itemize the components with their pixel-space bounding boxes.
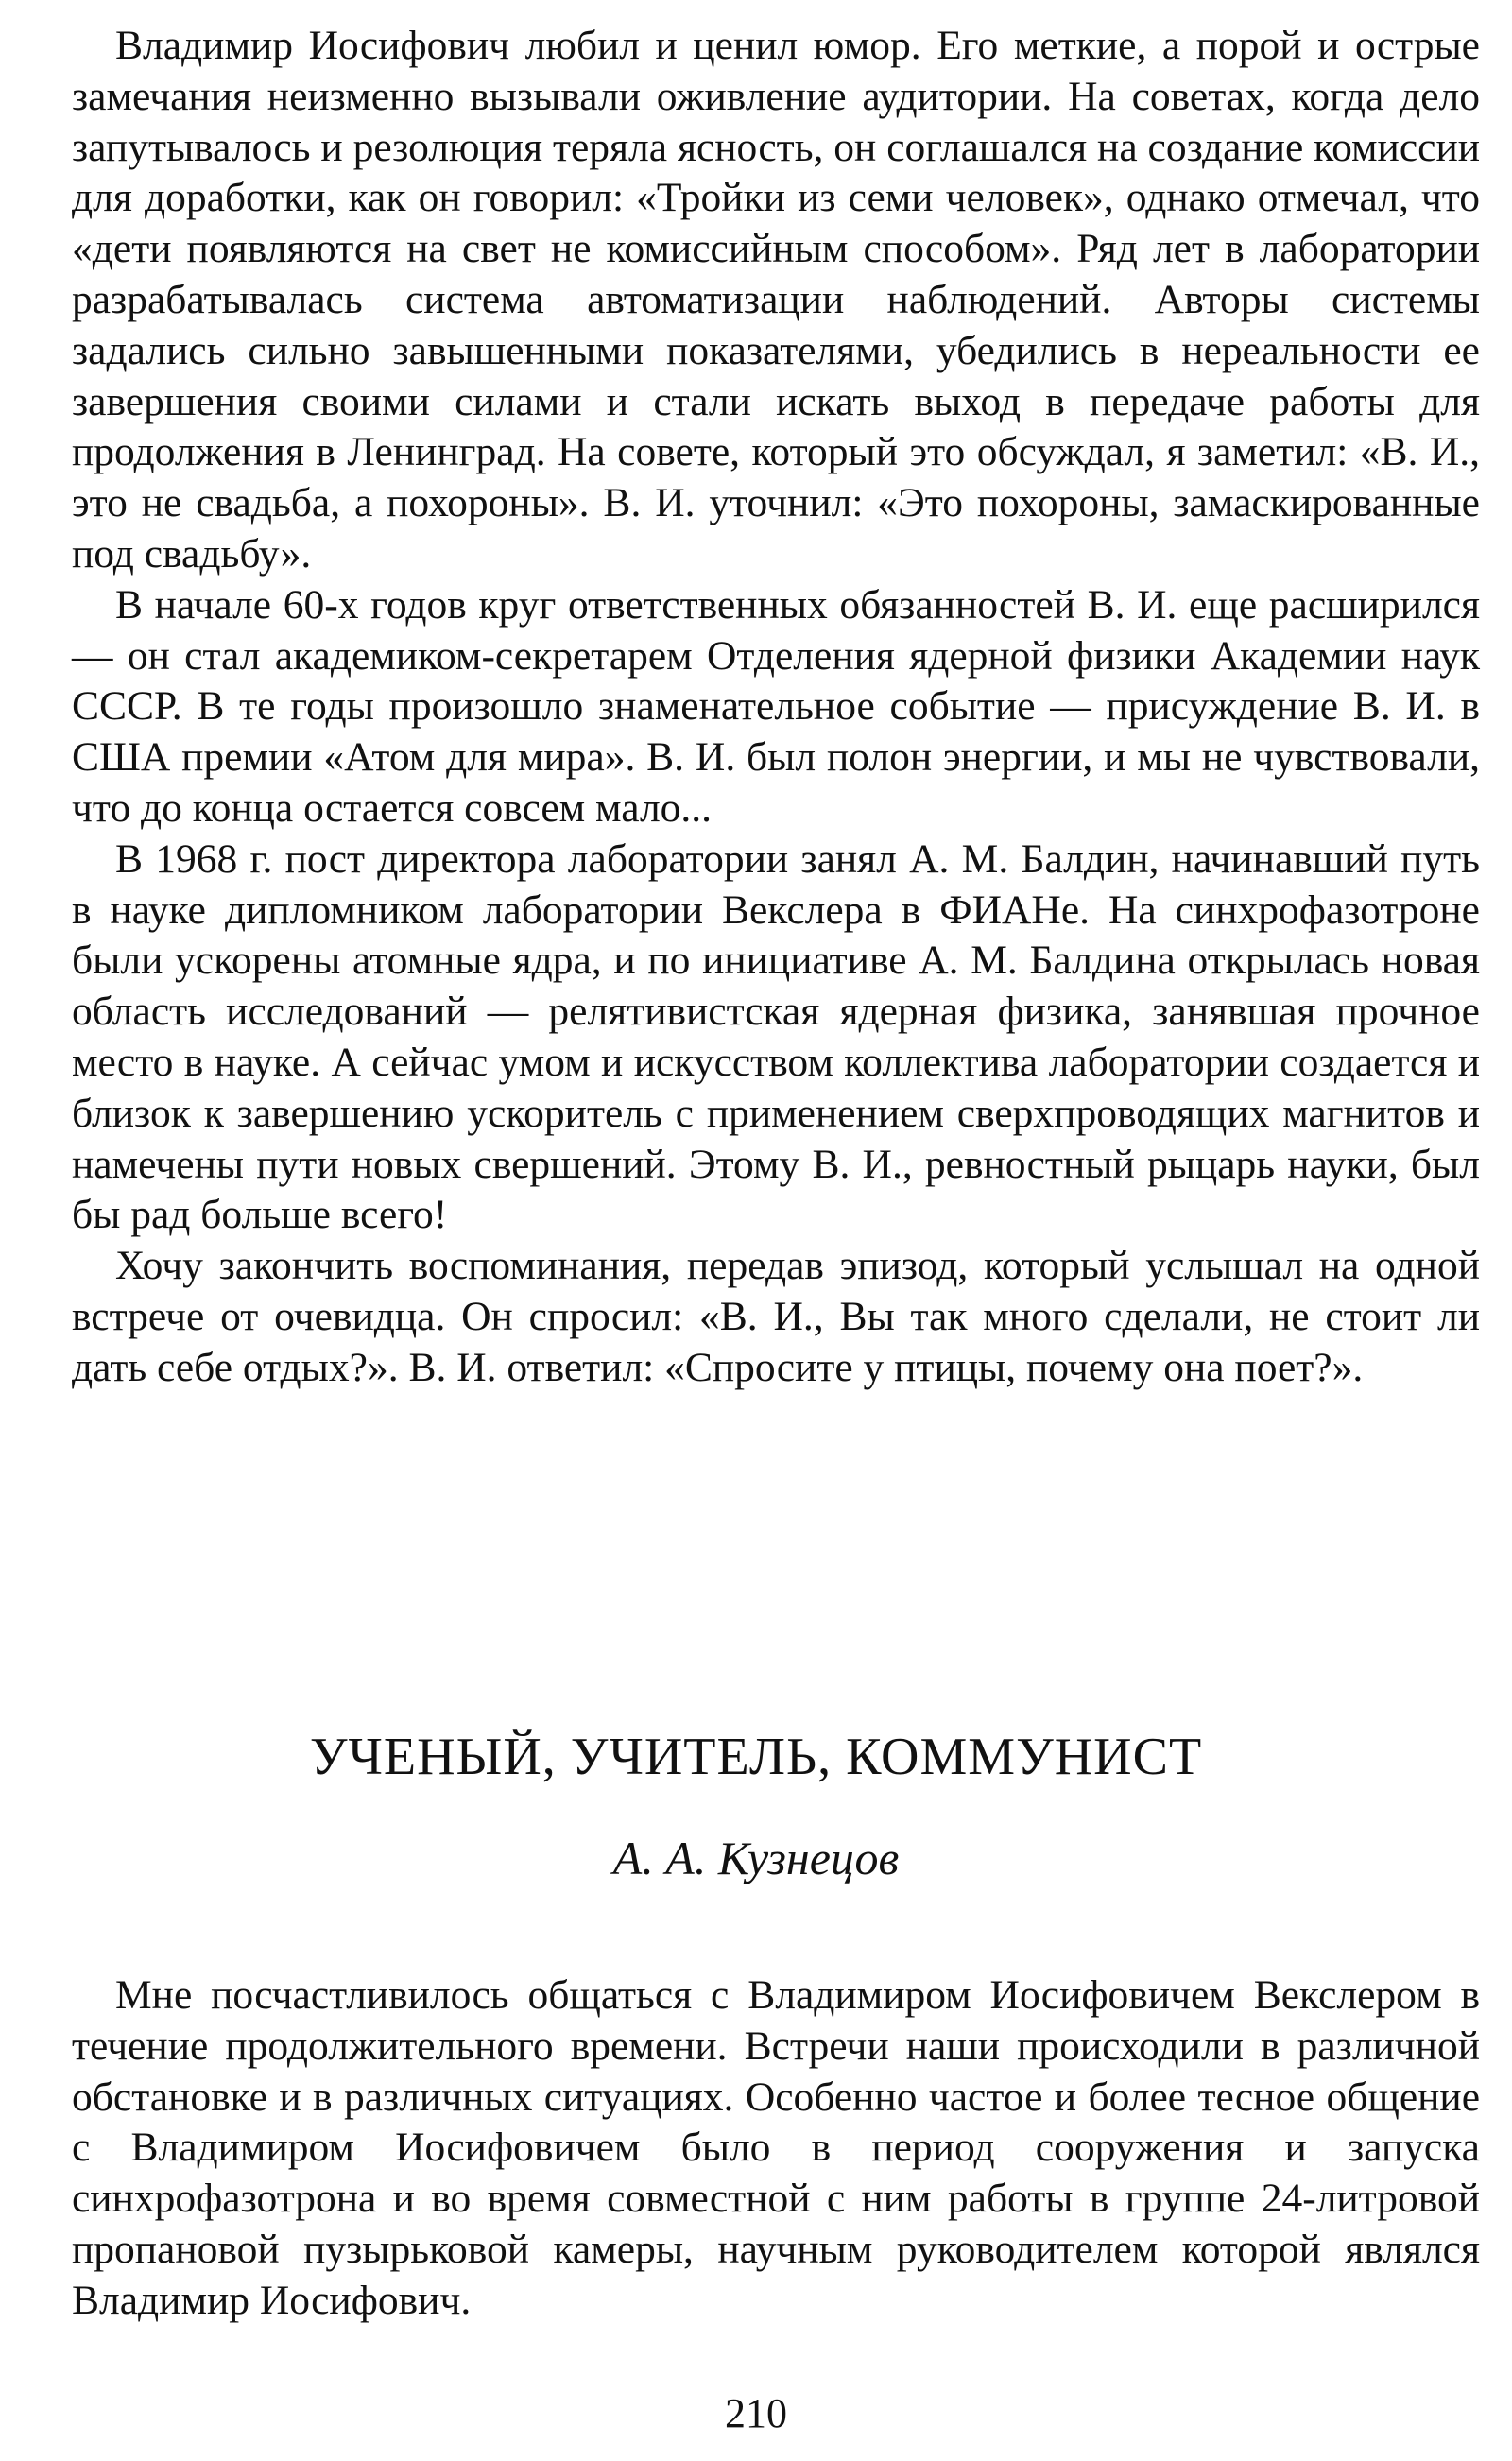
paragraph-intro: Мне посчастливилось общаться с Владимиром Иосифовичем Векслером в течение продолжительного времени. Встречи наши происходили в различной обстановке и в различных ситуациях. Особенно частое и более тесное общение с Владимиром Иосифовичем было в период сооружения и запуска синхрофазотрона и во время совместной с ним работы в группе 24-литровой пропановой пузырьковой камеры, научным руководителем которой являлся Владимир Иосифович.: [72, 1972, 1480, 2323]
article-title: УЧЕНЫЙ, УЧИТЕЛЬ, КОММУНИСТ: [309, 1728, 1203, 1786]
new-article-text: [72, 1971, 1480, 2327]
article-author: А. А. Кузнецов: [612, 1832, 900, 1884]
paragraph-sixties: В начале 60-х годов круг ответственных обязанностей В. И. еще расширился — он стал академиком-секретарем Отделения ядерной физики Академии наук СССР. В те годы произошло знаменательное событие — присуждение В. И. в США премии «Атом для мира». В. И. был полон энергии, и мы не чувствовали, что до конца остается совсем мало...: [72, 581, 1480, 831]
paragraph-1968: В 1968 г. пост директора лаборатории занял А. М. Балдин, начинавший путь в науке дипломником лаборатории Векслера в ФИАНе. На синхрофазотроне были ускорены атомные ядра, и по инициативе А. М. Балдина открылась новая область исследований — релятивистская ядерная физика, занявшая прочное место в науке. А сейчас умом и искусством коллектива лаборатории создается и близок к завершению ускоритель с применением сверхпроводящих магнитов и намечены пути новых свершений. Этому В. И., ревностный рыцарь науки, был бы рад больше всего!: [72, 835, 1480, 1238]
previous-article-text: [72, 21, 1480, 1394]
paragraph-humor: Владимир Иосифович любил и ценил юмор. Его меткие, а порой и острые замечания неизменно вызывали оживление аудитории. На советах, когда дело запутывалось и резолюция теряла ясность, он соглашался на создание комиссии для доработки, как он говорил: «Тройки из семи человек», однако отмечал, что «дети появляются на свет не комиссийным способом». Ряд лет в лаборатории разрабатывалась система автоматизации наблюдений. Авторы системы задались сильно завышенными показателями, убедились в нереальности ее завершения своими силами и стали искать выход в передаче работы для продолжения в Ленинград. На совете, который это обсуждал, я заметил: «В. И., это не свадьба, а похороны». В. И. уточнил: «Это похороны, замаскированные под свадьбу».: [72, 23, 1480, 577]
page-number: 210: [725, 2390, 787, 2436]
paragraph-closing-episode: Хочу закончить воспоминания, передав эпизод, который услышал на одной встрече от очевидца. Он спросил: «В. И., Вы так много сделали, не стоит ли дать себе отдых?». В. И. ответил: «Спросите у птицы, почему она поет?».: [72, 1243, 1480, 1390]
